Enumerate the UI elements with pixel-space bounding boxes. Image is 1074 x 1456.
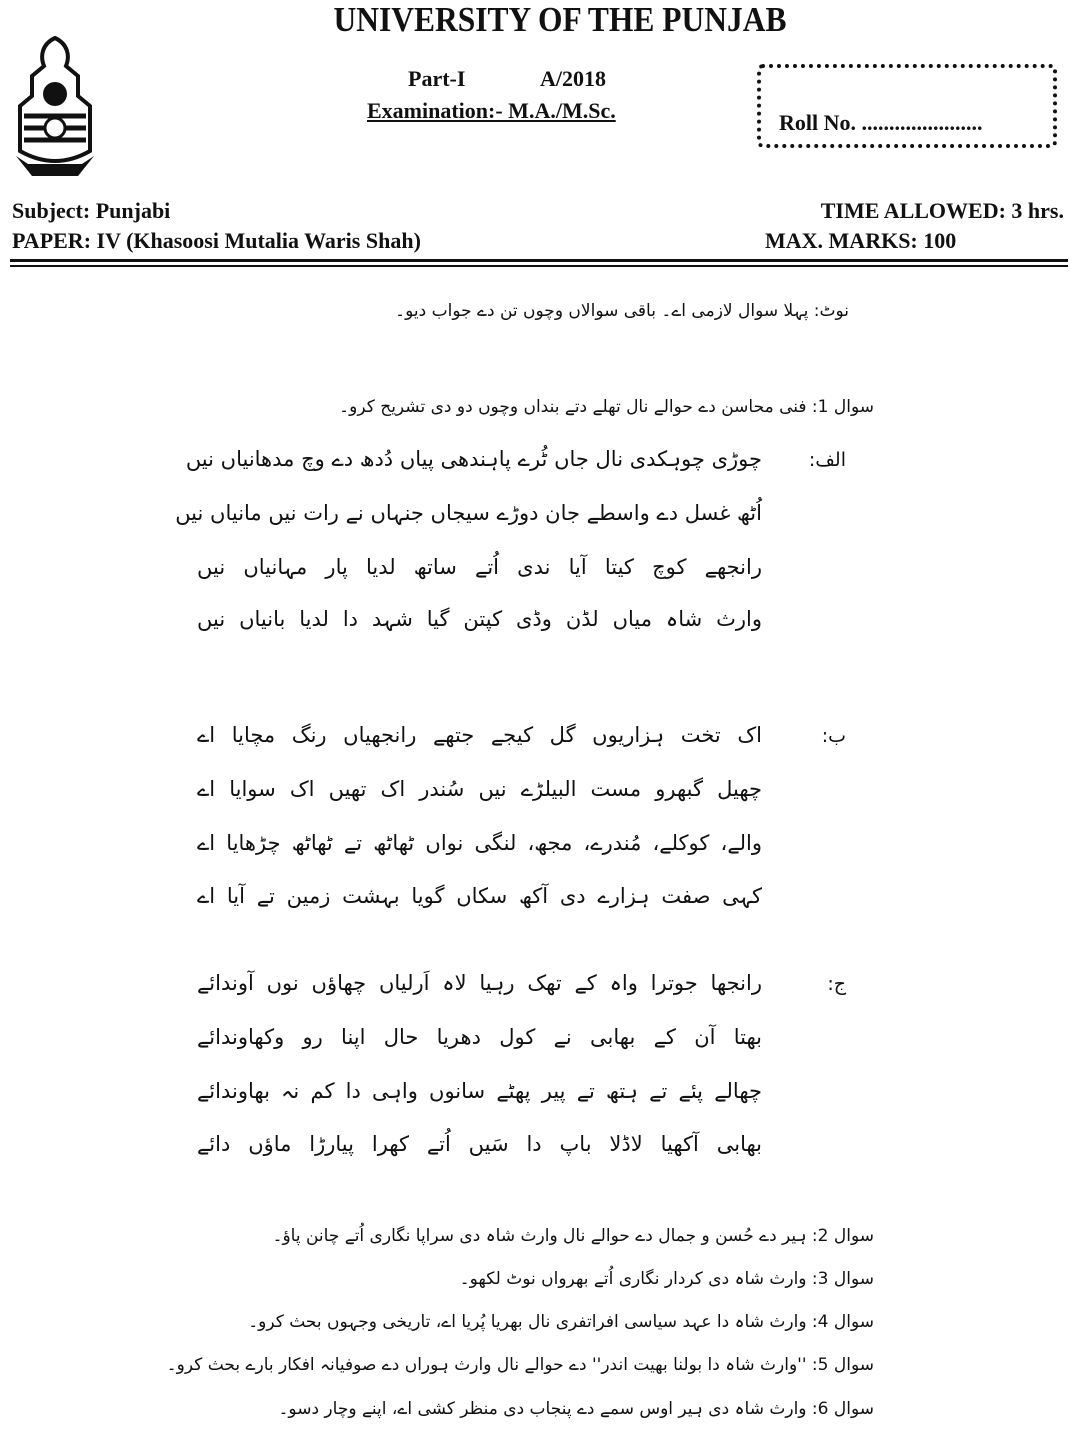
verse-line: اُٹھ غسل دے واسطے جان دوڑے سیجاں جنہاں نے رات نیں مانیاں نیں <box>175 501 762 525</box>
verse-line: چھالے پئے تے ہتھ تے پیر پھٹے سانوں واہی دا کم نہ بھاوندائے <box>197 1079 762 1103</box>
question-5: سوال 5: ''وارث شاہ دا بولنا بھیت اندر'' دے حوالے نال وارث ہوراں دے صوفیانہ افکار بارے بحث کرو۔ <box>166 1355 874 1375</box>
question-6: سوال 6: وارث شاہ دی ہیر اوس سمے دے پنجاب دی منظر کشی اے، اپنے وچار دسو۔ <box>278 1399 874 1419</box>
roll-number-label: Roll No. ...................... <box>779 110 983 135</box>
verse-line: چوڑی چوہکدی نال جاں ٹُرے پاہندھی پیاں دُدھ دے وچ مدھانیاں نیں <box>185 447 762 471</box>
verse-line: رانجھے کوچ کیتا آیا ندی اُتے ساتھ لدیا پار مہانیاں نیں <box>197 555 762 579</box>
part-label: Part-I <box>408 66 466 91</box>
verse-line: چھیل گبھرو مست البیلڑے نیں سُندر اک تھیں اک سوایا اے <box>197 777 762 801</box>
verse-line: بھابی آکھیا لاڈلا باپ دا سَیں اُتے کھرا پیارڑا ماؤں دائے <box>197 1132 762 1156</box>
paper-label: PAPER: IV (Khasoosi Mutalia Waris Shah) <box>12 228 421 253</box>
verse-line: والے، کوکلے، مُندرے، مجھ، لنگی نواں ٹھاٹھ تے ٹھاٹھ چڑھایا اے <box>197 831 762 855</box>
question-1: سوال 1: فنی محاسن دے حوالے نال تھلے دتے بنداں وچوں دو دی تشریح کرو۔ <box>339 397 874 417</box>
question-4: سوال 4: وارث شاہ دا عہد سیاسی افراتفری نال بھریا پُریا اے، تاریخی وجہوں بحث کرو۔ <box>248 1312 874 1332</box>
verse-line: بھتا آن کے بھابی نے کول دھریا حال اپنا رو وکھاوندائے <box>197 1025 762 1049</box>
part-label-be: ب: <box>821 725 846 747</box>
session-label: A/2018 <box>540 66 606 91</box>
verse-line: کہی صفت ہزارے دی آکھ سکاں گویا بہشت زمین تے آیا اے <box>197 884 762 908</box>
time-allowed: TIME ALLOWED: 3 hrs. <box>820 198 1064 223</box>
subject-label: Subject: Punjabi <box>12 198 171 223</box>
question-3: سوال 3: وارث شاہ دی کردار نگاری اُتے بھرواں نوٹ لکھو۔ <box>459 1269 874 1289</box>
university-logo-icon <box>12 36 98 186</box>
max-marks: MAX. MARKS: 100 <box>765 228 957 253</box>
note: نوٹ: پہلا سوال لازمی اے۔ باقی سوالاں وچوں تن دے جواب دیو۔ <box>395 301 849 321</box>
verse-line: رانجھا جوترا واہ کے تھک رہیا لاہ اَرلیاں چھاؤں نوں آوندائے <box>197 971 762 995</box>
roll-number-box[interactable] <box>757 64 1057 148</box>
question-2: سوال 2: ہیر دے حُسن و جمال دے حوالے نال وارث شاہ دی سراپا نگاری اُتے چانن پاؤ۔ <box>272 1226 874 1246</box>
university-title: UNIVERSITY OF THE PUNJAB <box>333 0 787 39</box>
divider <box>10 259 1068 262</box>
verse-line: اک تخت ہزاریوں گل کیجے جتھے رانجھیاں رنگ مچایا اے <box>197 723 762 747</box>
part-label-jeem: ج: <box>827 973 846 995</box>
examination-label: Examination:- M.A./M.Sc. <box>367 98 616 123</box>
part-label-alif: الف: <box>808 449 846 471</box>
divider <box>10 265 1068 267</box>
verse-line: وارث شاہ میاں لڈن وڈی کپتن گیا شہد دا لدیا بانیاں نیں <box>197 607 762 631</box>
